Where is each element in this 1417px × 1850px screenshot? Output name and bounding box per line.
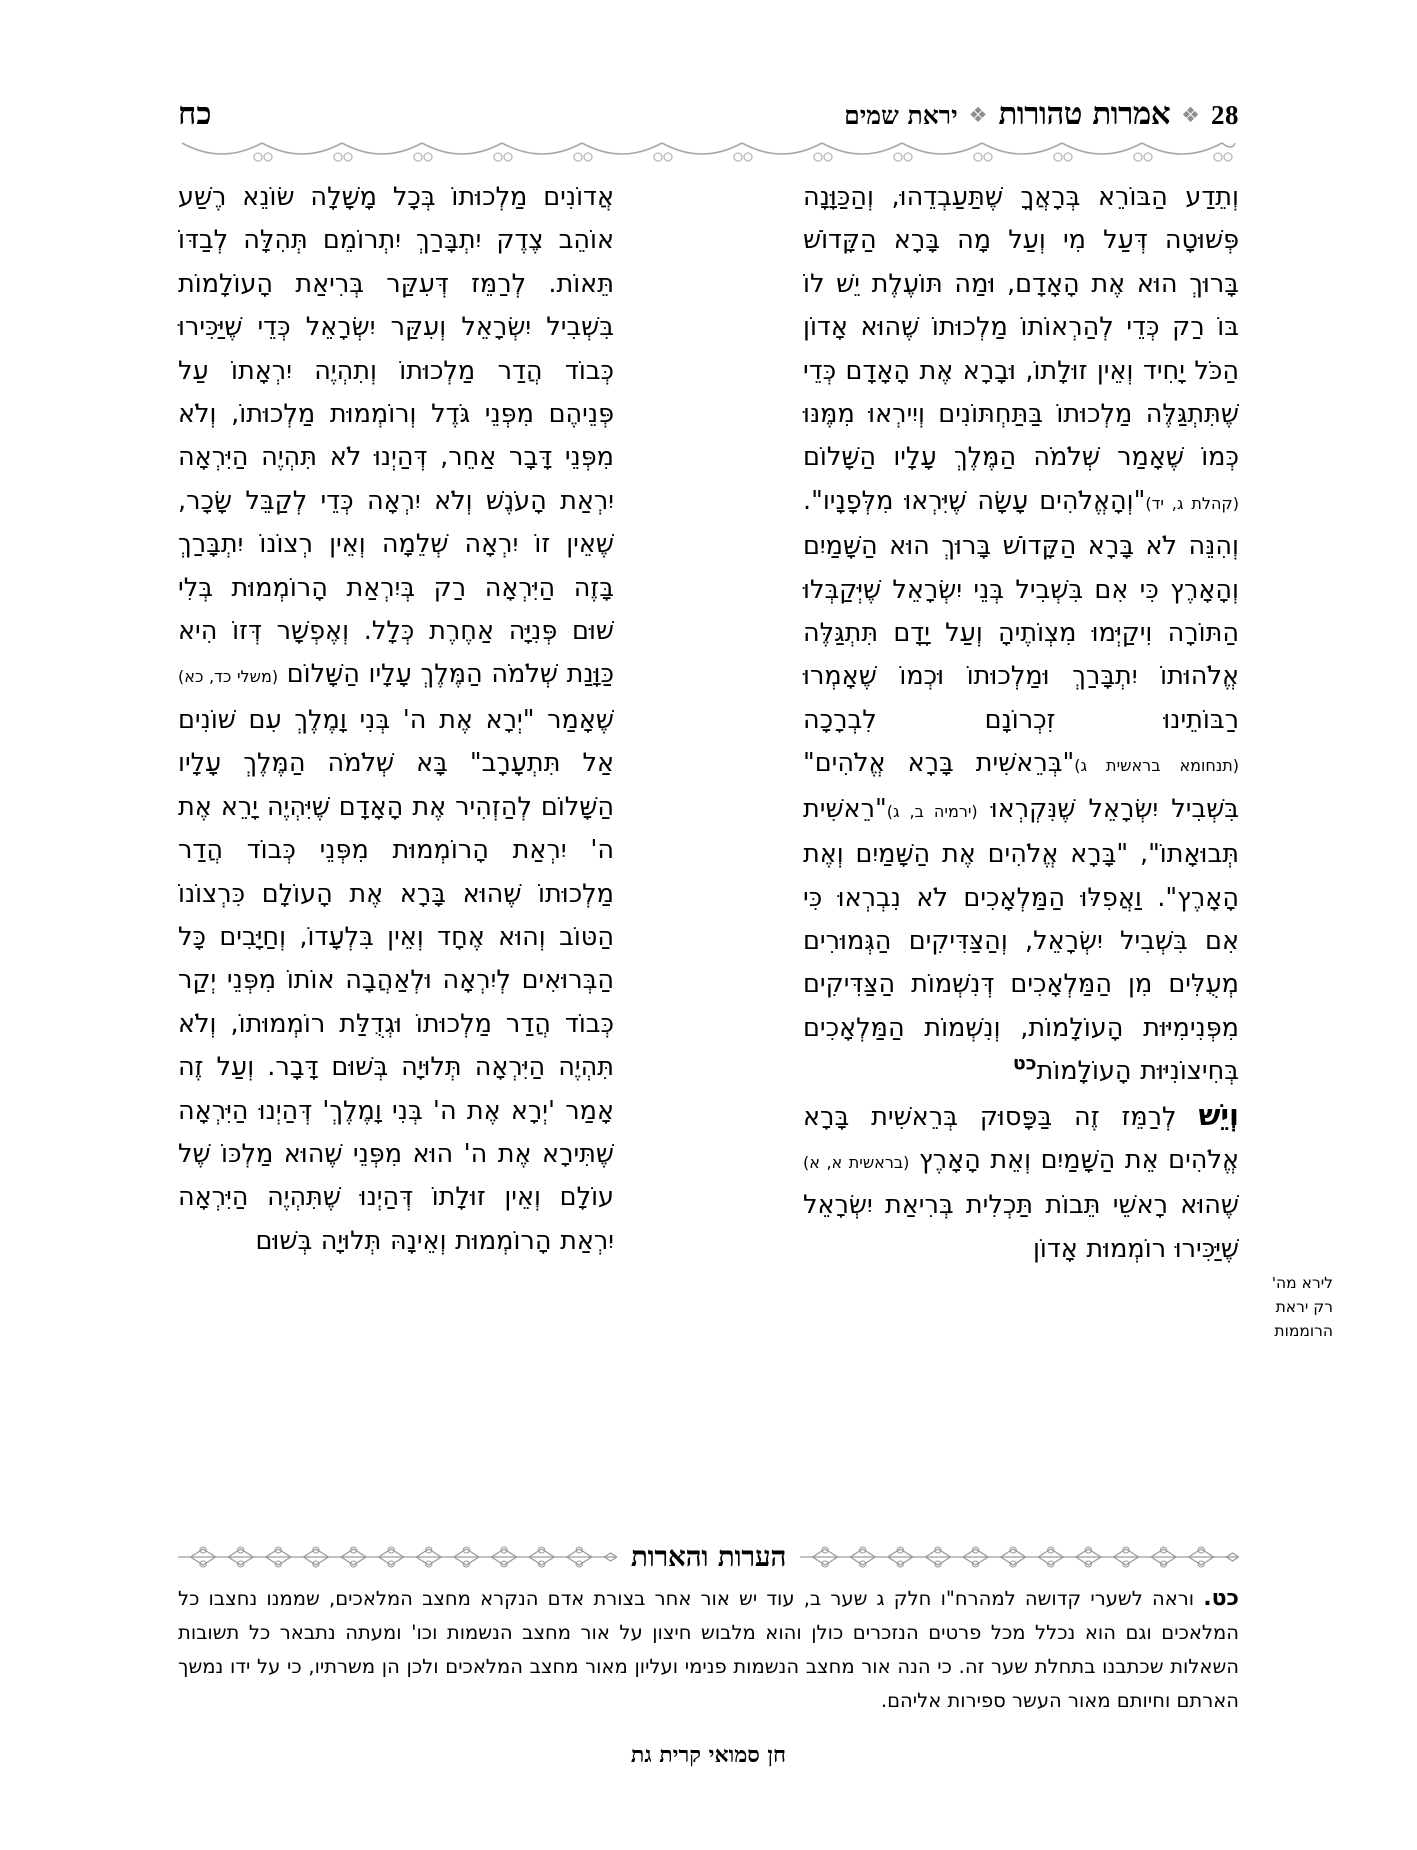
book-title: אמרות טהורות <box>998 96 1171 132</box>
main-text-area <box>178 176 1240 1264</box>
margin-gloss-line-3: הרוממות <box>1274 1322 1333 1340</box>
left-col-body-1: אֲדוֹנִים מַלְכוּתוֹ בְּכָל מָשָׁלָה שׂוֹנֵא רֶשַׁע אוֹהֵב צֶדֶק יִתְבָּרַךְ יִתְרוֹמֵם תְּהִלָּה לְבַדּוֹ תֵּאוֹת. לְרַמֵּז דְּעִקַּר בְּרִיאַת הָעוֹלָמוֹת בִּשְׁבִיל יִשְׂרָאֵל וְעִקַּר יִשְׂרָאֵל כְּדֵי שֶׁיַּכִּירוּ כְּבוֹד הֲדַר מַלְכוּתוֹ וְתִהְיֶה יִרְאָתוֹ עַל פְּנֵיהֶם מִפְּנֵי גֹּדֶל וְרוֹמְמוּת מַלְכוּתוֹ, וְלֹא מִפְּנֵי דָּבָר אַחֵר, דְּהַיְנוּ לֹא תִּהְיֶה הַיִּרְאָה יִרְאַת הָעֹנֶשׁ וְלֹא יִרְאָה כְּדֵי לְקַבֵּל שָׂכָר, שֶׁאֵין זוֹ יִרְאָה שְׁלֵמָה וְאֵין רְצוֹנוֹ יִתְבָּרַךְ בָּזֶה הַיִּרְאָה רַק בְּיִרְאַת הָרוֹמְמוּת בְּלִי שׁוּם פְּנִיָּה אַחֶרֶת כְּלָל. וְאֶפְשָׁר דְּזוֹ הִיא כַּוָּנַת שְׁלֹמֹה הַמֶּלֶךְ עָלָיו הַשָּׁלוֹם <box>178 182 614 690</box>
ornament-diamond-icon-2: ❖ <box>968 103 988 127</box>
note-text: וראה לשערי קדושה למהרח"ו חלק ג שער ב, עוד יש אור אחר בצורת אדם הנקרא מחצב המלאכים, שממנו נחצבו כל המלאכים וגם הוא נכלל מכל פרטים הנזכרים כולן והוא מלבוש חיצון על אור מחצב הנשמות וכו' ומעתה נתבאר כל תשובות השאלות שכתבנו בתחלת שער זה. כי הנה אור מחצב הנשמות פנימי ועליון מאור מחצב המלאכים ולכן הן משרתיו, כי על ידו נמשך הארתם וחיותם מאור העשר ספירות אליהם. <box>178 1587 1239 1712</box>
running-head-right-group <box>844 96 1239 132</box>
ornament-diamond-icon: ❖ <box>1181 103 1200 127</box>
margin-gloss-note <box>1247 1271 1333 1343</box>
citation-bereshit: (בראשית א, א) <box>803 1152 910 1172</box>
left-col-body-2: שֶׁאָמַר "יְרָא אֶת ה' בְּנִי וָמֶלֶךְ עִם שׁוֹנִים אַל תִּתְעָרָב" בָּא שְׁלֹמֹה הַמֶּלֶךְ עָלָיו הַשָּׁלוֹם לְהַזְהִיר אֶת הָאָדָם שֶׁיִּהְיֶה יָרֵא אֶת ה' יִרְאַת הָרוֹמְמוּת מִפְּנֵי כְּבוֹד הֲדַר מַלְכוּתוֹ שֶׁהוּא בָּרָא אֶת הָעוֹלָם כִּרְצוֹנוֹ הַטּוֹב וְהוּא אֶחָד וְאֵין בִּלְעָדוֹ, וְחַיָּבִים כָּל הַבְּרוּאִים לְיִרְאָה וּלְאַהֲבָה אוֹתוֹ מִפְּנֵי יְקַר כְּבוֹד הֲדַר מַלְכוּתוֹ וּגְדֻלַּת רוֹמְמוּתוֹ, וְלֹא תִּהְיֶה הַיִּרְאָה תְּלוּיָה בְּשׁוּם דָּבָר. וְעַל זֶה אָמַר 'יְרָא אֶת ה' בְּנִי וָמֶלֶךְ' דְּהַיְנוּ הַיִּרְאָה שֶׁתִּירָא אֶת ה' הוּא מִפְּנֵי שֶׁהוּא מַלְכּוֹ שֶׁל עוֹלָם וְאֵין זוּלָתוֹ דְּהַיְנוּ שֶׁתִּהְיֶה הַיִּרְאָה יִרְאַת הָרוֹמְמוּת וְאֵינָהּ תְּלוּיָה בְּשׁוּם <box>178 704 614 1256</box>
right-col-body-1: וְתֵדַע הַבּוֹרֵא בְּרָאֲךָ שֶׁתַּעַבְדֵהוּ, וְהַכַּוָּנָה פְּשׁוּטָה דְּעַל מִי וְעַל מָה בָּרָא הַקָּדוֹשׁ בָּרוּךְ הוּא אֶת הָאָדָם, וּמַה תּוֹעֶלֶת יֵשׁ לוֹ בּוֹ רַק כְּדֵי לְהַרְאוֹתוֹ מַלְכוּתוֹ שֶׁהוּא אָדוֹן הַכֹּל יָחִיד וְאֵין זוּלָתוֹ, וּבָרָא אֶת הָאָדָם כְּדֵי שֶׁתִּתְגַּלֶּה מַלְכוּתוֹ בַּתַּחְתּוֹנִים וְיִירְאוּ מִמֶּנּוּ כְּמוֹ שֶׁאָמַר שְׁלֹמֹה הַמֶּלֶךְ עָלָיו הַשָּׁלוֹם <box>803 182 1239 473</box>
page-number-latin: 28 <box>1211 100 1239 130</box>
ornament-diamond-chain-right-icon <box>800 1545 1239 1569</box>
header-scallop-divider <box>180 139 1237 165</box>
footer-text: חן סמואי קרית גת <box>630 1742 787 1768</box>
page-number-hebrew: כח <box>178 96 212 132</box>
section-title: יראת שמים <box>844 101 958 130</box>
citation-tanchuma: (תנחומא בראשית ג) <box>1074 756 1239 776</box>
notes-heading-title: הערות והארות <box>630 1540 787 1573</box>
right-col-body-3: ‏"בְּרֵאשִׁית בָּרָא אֱלֹהִים" בִּשְׁבִיל יִשְׂרָאֵל שֶׁנִּקְרְאוּ <box>803 748 1240 824</box>
paragraph-left-1 <box>178 176 614 1263</box>
page-footer <box>0 1742 1417 1768</box>
ornament-diamond-chain-left-icon <box>178 1545 617 1569</box>
text-column-left <box>178 176 614 1261</box>
right-col-body-2: ‏"וְהָאֱלֹהִים עָשָׂה שֶׁיִּרְאוּ מִלְּפָנָיו". וְהִנֵּה לֹא בָּרָא הַקָּדוֹשׁ בָּרוּךְ הוּא הַשָּׁמַיִם וְהָאָרֶץ כִּי אִם בִּשְׁבִיל בְּנֵי יִשְׂרָאֵל שֶׁיְּקַבְּלוּ הַתּוֹרָה וִיקַיְּמוּ מִצְוֹתֶיהָ וְעַל יָדָם תִּתְגַּלֶּה אֱלֹהוּתוֹ יִתְבָּרַךְ וּמַלְכוּתוֹ וּכְמוֹ שֶׁאָמְרוּ רַבּוֹתֵינוּ זִכְרוֹנָם לִבְרָכָה <box>803 485 1239 735</box>
note-marker: כט. <box>1203 1586 1239 1611</box>
right-col-body-6: שֶׁהוּא רָאשֵׁי תֵּבוֹת תַּכְלִית בְּרִיאַת יִשְׂרָאֵל שֶׁיַּכִּירוּ רוֹמְמוּת אָדוֹן <box>803 1190 1239 1264</box>
right-col-body-5: לְרַמֵּז זֶה בַּפָּסוּק בְּרֵאשִׁית בָּרָא אֱלֹהִים אֵת הַשָּׁמַיִם וְאֵת הָאָרֶץ <box>803 1101 1239 1175</box>
citation-yirmiyahu: (ירמיה ב, ג) <box>886 801 978 821</box>
citation-kohelet: (קהלת ג, יד) <box>1145 493 1239 513</box>
notes-body <box>178 1582 1239 1718</box>
running-head <box>178 96 1239 138</box>
paragraph-right-2 <box>803 1094 1239 1272</box>
margin-gloss-line-1: לירא מה' <box>1271 1274 1333 1292</box>
right-col-body-4: ‏"רֵאשִׁית תְּבוּאָתוֹ", "בָּרָא אֱלֹהִים אֶת הַשָּׁמַיִם וְאֶת הָאָרֶץ". וַאֲפִלּוּ הַמַּלְאָכִים לֹא נִבְרְאוּ כִּי אִם בִּשְׁבִיל יִשְׂרָאֵל, וְהַצַּדִּיקִים הַגְּמוּרִים מְעֻלִּים מִן הַמַּלְאָכִים דְּנִשְׁמוֹת הַצַּדִּיקִים מִפְּנִימִיּוּת הָעוֹלָמוֹת, וְנִשְׁמוֹת הַמַּלְאָכִים בְּחִיצוֹנִיּוּת הָעוֹלָמוֹת <box>803 793 1239 1087</box>
paragraph-right-1 <box>803 176 1239 1094</box>
footnote-reference-kat[interactable]: כט <box>1012 1052 1037 1075</box>
notes-section-heading <box>178 1534 1239 1580</box>
text-column-right <box>803 176 1240 1264</box>
margin-gloss-line-2: רק יראת <box>1275 1298 1333 1316</box>
paragraph-lead-word: וְיֵשׁ <box>1198 1097 1239 1132</box>
note-item <box>178 1582 1239 1718</box>
citation-mishlei: (משלי כד, כא) <box>178 667 279 687</box>
